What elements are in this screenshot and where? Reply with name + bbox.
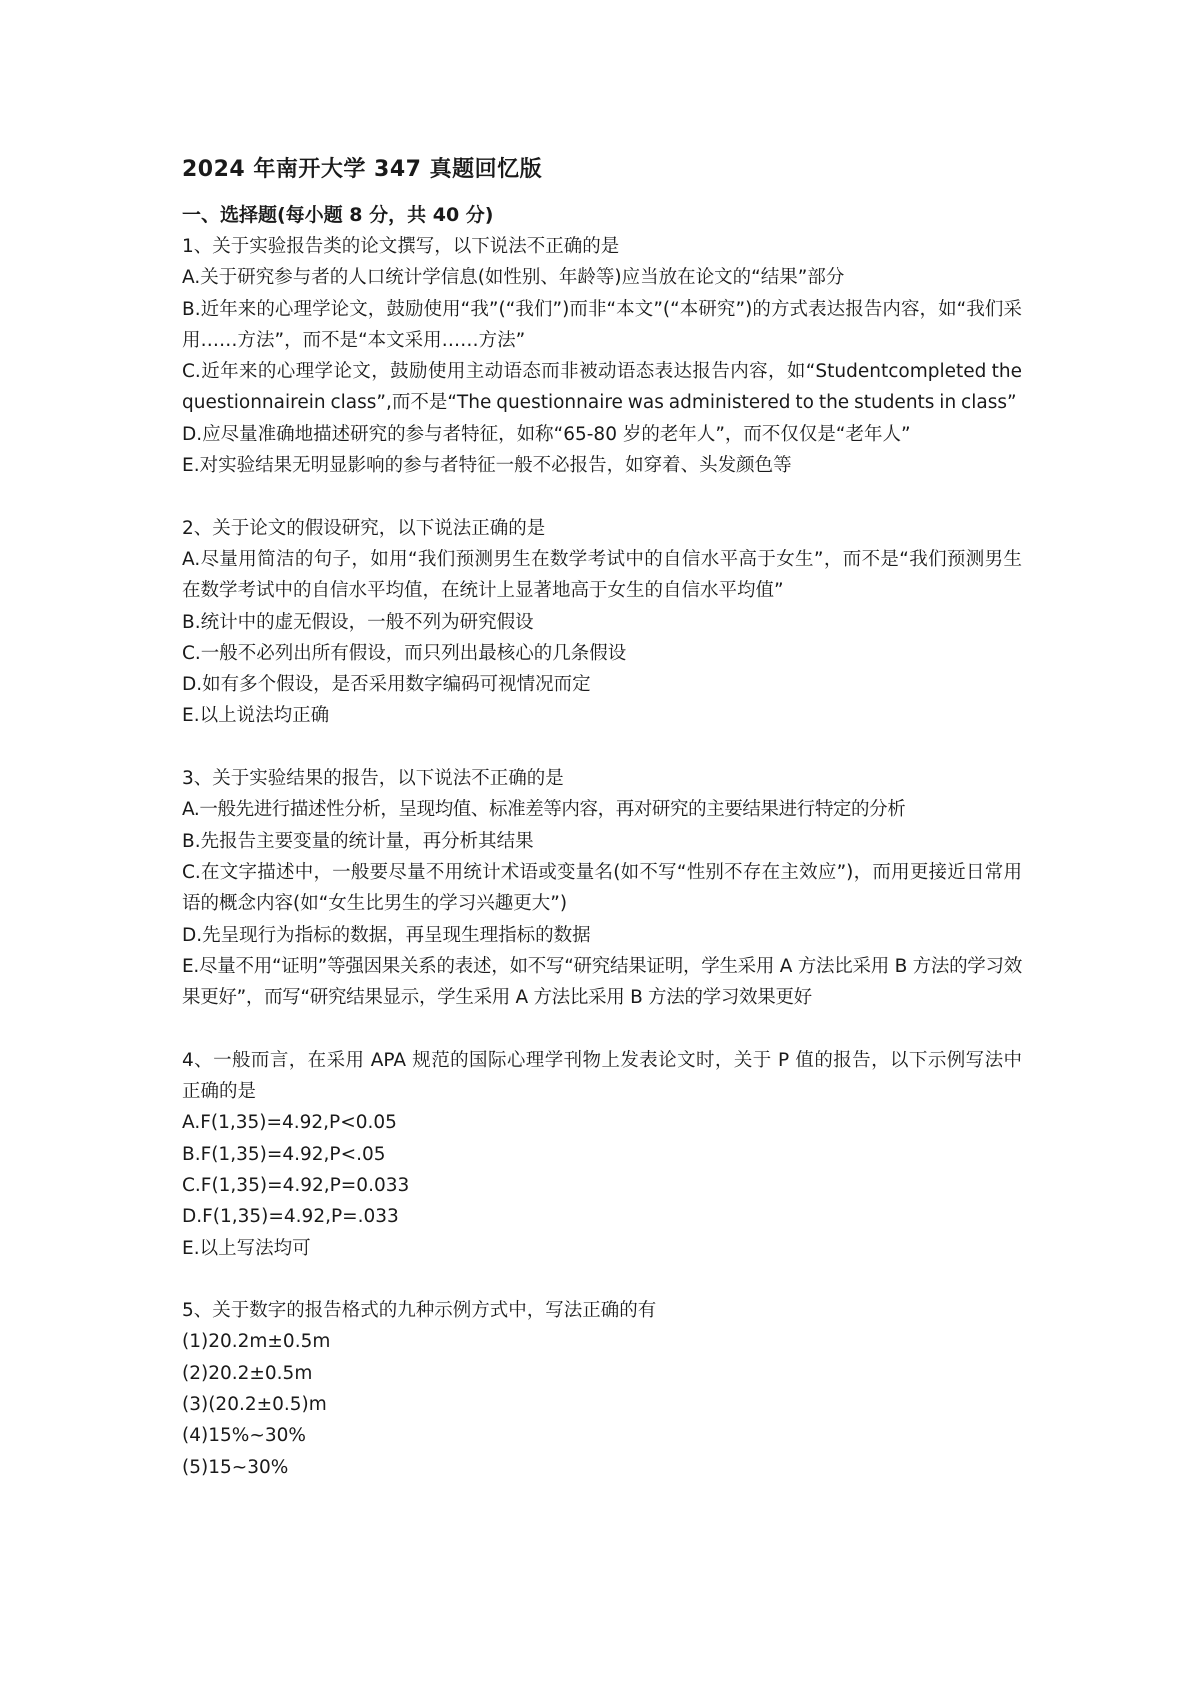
option-text: D.如有多个假设，是否采用数字编码可视情况而定 bbox=[182, 674, 591, 696]
option-text: B.先报告主要变量的统计量，再分析其结果 bbox=[182, 830, 534, 852]
option-text: B.F(1,35)=4.92,P<.05 bbox=[182, 1143, 386, 1165]
question-stem: 3、关于实验结果的报告，以下说法不正确的是 bbox=[182, 768, 564, 790]
option-text: B.近年来的心理学论文，鼓励使用“我”(“我们”)而非“本文”(“本研究”)的方式表达报告内容，如“我们采用……方法”，而不是“本文采用……方法” bbox=[182, 298, 1022, 351]
option-text: E.尽量不用“证明”等强因果关系的表述，如不写“研究结果证明，学生采用 A 方法比采用 B 方法的学习效果更好”，而写“研究结果显示，学生采用 A 方法比采用 B 方法的学习效果更好 bbox=[182, 955, 1022, 1009]
question-stem: 4、一般而言，在采用 APA 规范的国际心理学刊物上发表论文时，关于 P 值的报告，以下示例写法中正确的是 bbox=[182, 1049, 1022, 1103]
question-stem: 2、关于论文的假设研究，以下说法正确的是 bbox=[182, 517, 546, 539]
option-text: D.F(1,35)=4.92,P=.033 bbox=[182, 1206, 399, 1228]
question-block bbox=[182, 1045, 1022, 1264]
option-text: C.在文字描述中，一般要尽量不用统计术语或变量名(如不写“性别不存在主效应”)，而用更接近日常用语的概念内容(如“女生比男生的学习兴趣更大”) bbox=[182, 861, 1022, 915]
option-text: (2)20.2±0.5m bbox=[182, 1362, 313, 1384]
option-text: (3)(20.2±0.5)m bbox=[182, 1393, 327, 1415]
option-text: A.F(1,35)=4.92,P<0.05 bbox=[182, 1112, 397, 1134]
option-text: D.先呈现行为指标的数据，再呈现生理指标的数据 bbox=[182, 924, 591, 946]
question-stem: 1、关于实验报告类的论文撰写，以下说法不正确的是 bbox=[182, 236, 620, 257]
option-text: (4)15%~30% bbox=[182, 1425, 306, 1447]
question-block bbox=[182, 1295, 1022, 1483]
document-page bbox=[182, 150, 1022, 1483]
option-text: B.统计中的虚无假设，一般不列为研究假设 bbox=[182, 611, 534, 633]
option-text: E.以上写法均可 bbox=[182, 1237, 311, 1259]
option-text: D.应尽量准确地描述研究的参与者特征，如称“65-80 岁的老年人”，而不仅仅是“老年人” bbox=[182, 423, 911, 445]
section-heading: 一、选择题(每小题 8 分，共 40 分) bbox=[182, 204, 494, 226]
question-block bbox=[182, 231, 1022, 481]
document-title: 2024 年南开大学 347 真题回忆版 bbox=[182, 157, 543, 182]
question-stem: 5、关于数字的报告格式的九种示例方式中，写法正确的有 bbox=[182, 1300, 657, 1322]
option-text: A.关于研究参与者的人口统计学信息(如性别、年龄等)应当放在论文的“结果”部分 bbox=[182, 267, 845, 289]
option-text: (5)15~30% bbox=[182, 1456, 289, 1478]
option-text: A.尽量用简洁的句子，如用“我们预测男生在数学考试中的自信水平高于女生”，而不是“我们预测男生在数学考试中的自信水平均值，在统计上显著地高于女生的自信水平均值” bbox=[182, 548, 1022, 602]
option-text: C.F(1,35)=4.92,P=0.033 bbox=[182, 1174, 410, 1196]
option-text: C.一般不必列出所有假设，而只列出最核心的几条假设 bbox=[182, 642, 627, 664]
option-text: E.对实验结果无明显影响的参与者特征一般不必报告，如穿着、头发颜色等 bbox=[182, 455, 792, 477]
question-block bbox=[182, 513, 1022, 732]
option-text: (1)20.2m±0.5m bbox=[182, 1331, 331, 1353]
question-block bbox=[182, 763, 1022, 1013]
option-text: C.近年来的心理学论文，鼓励使用主动语态而非被动语态表达报告内容，如“Studentcompleted the questionnairein class”,而不是“The questionnaire was administered to the students in class” bbox=[182, 361, 1022, 414]
option-text: A.一般先进行描述性分析，呈现均值、标准差等内容，再对研究的主要结果进行特定的分析 bbox=[182, 799, 906, 821]
option-text: E.以上说法均正确 bbox=[182, 705, 330, 727]
